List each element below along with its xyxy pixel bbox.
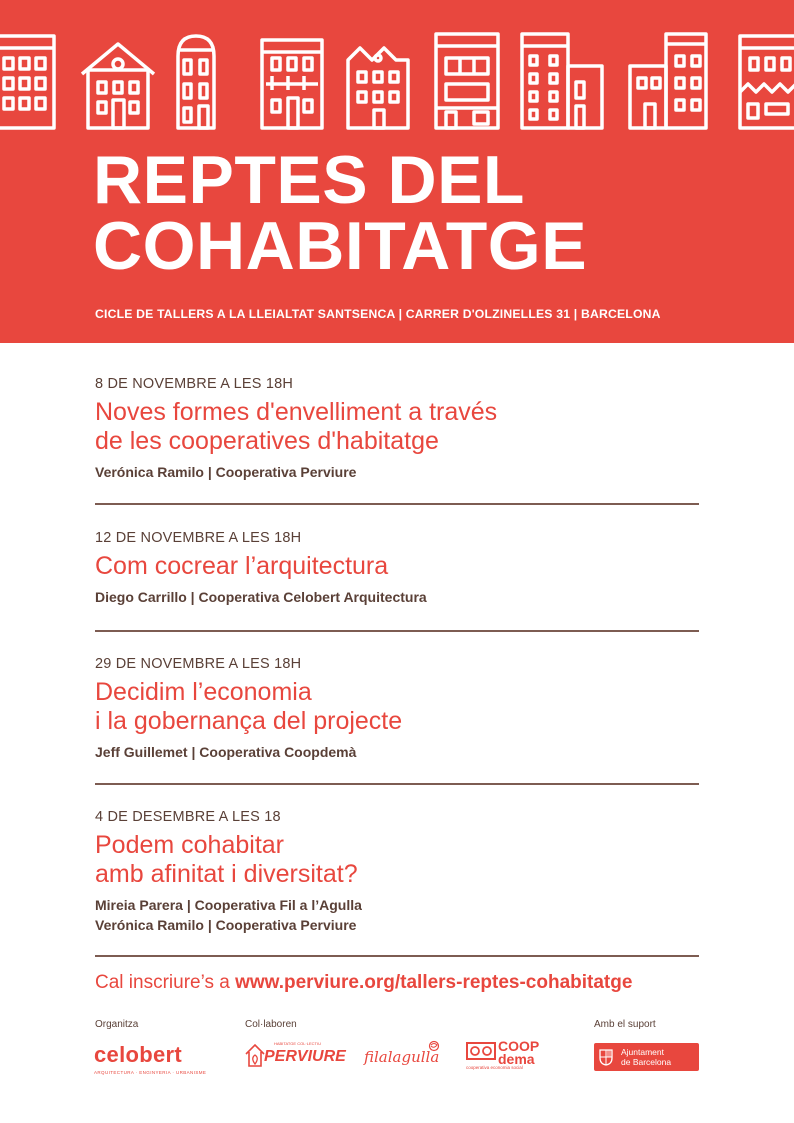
poster-subtitle: CICLE DE TALLERS A LA LLEIALTAT SANTSENCA | CARRER D'OLZINELLES 31 | BARCELONA bbox=[95, 307, 661, 321]
thread-spool-icon bbox=[428, 1040, 440, 1052]
ajuntament-logo bbox=[594, 1043, 699, 1071]
registration-prefix: Cal inscriure’s a bbox=[95, 972, 230, 993]
perviure-logo bbox=[244, 1040, 352, 1070]
event-title-line1: Noves formes d'envelliment a través bbox=[95, 398, 498, 426]
event-date: 12 DE NOVEMBRE A LES 18H bbox=[95, 530, 302, 546]
celobert-tagline: ARQUITECTURA · ENGINYERIA · URBANISME bbox=[94, 1070, 207, 1075]
event-title-line1: Com cocrear l’arquitectura bbox=[95, 552, 389, 580]
coopdema-ma: dema bbox=[498, 1051, 535, 1067]
divider bbox=[95, 503, 699, 505]
event-title bbox=[95, 678, 699, 736]
event-speaker: Verónica Ramilo | Cooperativa Perviure bbox=[95, 464, 357, 480]
event-speakers bbox=[95, 462, 699, 482]
celobert-logo bbox=[94, 1042, 206, 1075]
event-title bbox=[95, 552, 699, 581]
event-title bbox=[95, 398, 699, 456]
coopdema-logo bbox=[498, 1040, 539, 1066]
filalagulla-logo bbox=[364, 1048, 439, 1067]
registration-url[interactable]: www.perviure.org/tallers-reptes-cohabitatge bbox=[235, 972, 633, 993]
event-1 bbox=[95, 375, 699, 482]
event-date: 4 DE DESEMBRE A LES 18 bbox=[95, 809, 281, 825]
poster-header bbox=[0, 0, 794, 343]
poster-title-line1: REPTES DEL bbox=[93, 142, 525, 218]
event-speakers bbox=[95, 742, 699, 762]
barcelona-shield-icon bbox=[599, 1048, 613, 1066]
suport-label: Amb el suport bbox=[594, 1019, 656, 1030]
ajuntament-text bbox=[621, 1048, 671, 1067]
divider bbox=[95, 783, 699, 785]
coopdema-mark-icon bbox=[466, 1042, 496, 1060]
ajuntament-line2: de Barcelona bbox=[621, 1056, 672, 1067]
registration-line bbox=[95, 972, 632, 994]
event-title-line2: i la gobernança del projecte bbox=[95, 707, 403, 735]
divider bbox=[95, 955, 699, 957]
filalagulla-name: filalagulla bbox=[364, 1048, 440, 1066]
poster-title-line2: COHABITATGE bbox=[93, 208, 588, 284]
event-date: 8 DE NOVEMBRE A LES 18H bbox=[95, 376, 294, 392]
coopdema-tagline-wrap bbox=[466, 1065, 523, 1070]
divider bbox=[95, 630, 699, 632]
event-title-line2: de les cooperatives d'habitatge bbox=[95, 427, 439, 455]
event-title bbox=[95, 831, 699, 889]
event-speaker: Jeff Guillemet | Cooperativa Coopdemà bbox=[95, 744, 357, 760]
event-speaker: Verónica Ramilo | Cooperativa Perviure bbox=[95, 917, 357, 933]
event-speaker: Mireia Parera | Cooperativa Fil a l’Agulla bbox=[95, 897, 362, 913]
event-title-line1: Decidim l’economia bbox=[95, 678, 312, 706]
event-date: 29 DE NOVEMBRE A LES 18H bbox=[95, 656, 302, 672]
poster-title bbox=[93, 142, 588, 284]
event-4 bbox=[95, 808, 699, 935]
event-speakers bbox=[95, 895, 699, 935]
event-3 bbox=[95, 655, 699, 762]
perviure-house-icon bbox=[244, 1042, 266, 1068]
buildings-skyline-icon bbox=[0, 26, 794, 130]
collaboren-label: Col·laboren bbox=[245, 1019, 297, 1030]
event-speaker: Diego Carrillo | Cooperativa Celobert Arquitectura bbox=[95, 589, 427, 605]
coopdema-coop: COOP bbox=[498, 1038, 540, 1054]
organitza-label: Organitza bbox=[95, 1019, 139, 1030]
event-title-line2: amb afinitat i diversitat? bbox=[95, 860, 358, 888]
perviure-name: PERVIURE bbox=[264, 1048, 346, 1065]
coopdema-tagline: cooperativa economia social bbox=[466, 1065, 523, 1070]
perviure-tagline: HABITATGE COL·LECTIU bbox=[274, 1041, 321, 1046]
event-title-line1: Podem cohabitar bbox=[95, 831, 285, 859]
event-speakers bbox=[95, 587, 699, 607]
celobert-name: celobert bbox=[94, 1042, 182, 1067]
ajuntament-line1: Ajuntament bbox=[621, 1047, 664, 1057]
event-2 bbox=[95, 529, 699, 607]
